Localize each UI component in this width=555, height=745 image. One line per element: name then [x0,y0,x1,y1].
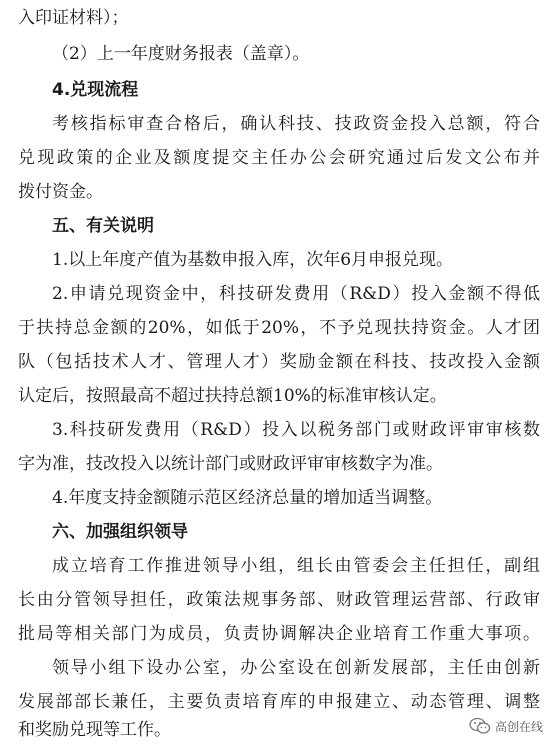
text-line: 1.以上年度产值为基数申报入库，次年6月申报兑现。 [52,250,454,270]
section-heading: 4.兑现流程 [52,80,139,100]
text-line: 入印证材料）； [18,8,129,28]
text-line: 于扶持总金额的20%，如低于20%，不予兑现扶持资金。人才团 [18,318,540,338]
section-heading: 六、加强组织领导 [52,522,188,542]
text-line: 考核指标审查合格后，确认科技、技政资金投入总额，符合 [52,114,540,134]
watermark-text: 高创在线 [494,719,543,734]
text-line: （2）上一年度财务报表（盖章）。 [52,44,310,64]
wechat-icon [469,717,491,735]
section-heading: 五、有关说明 [52,216,154,236]
text-line: 发展部部长兼任，主要负责培育库的申报建立、动态管理、调整 [18,692,540,712]
text-line: 领导小组下设办公室，办公室设在创新发展部，主任由创新 [52,658,540,678]
text-line: 批局等相关部门为成员，负责协调解决企业培育工作重大事项。 [18,624,540,644]
text-line: 4.年度支持金额随示范区经济总量的增加适当调整。 [52,488,443,508]
text-line: 兑现政策的企业及额度提交主任办公会研究通过后发文公布并 [18,148,540,168]
text-line: 拨付资金。 [18,182,103,202]
text-line: 认定后，按照最高不超过扶持总额10%的标准审核认定。 [18,386,447,406]
text-line: 和奖励兑现等工作。 [18,720,171,740]
text-line: 3.科技研发费用（R&D）投入以税务部门或财政评审审核数 [52,420,540,440]
text-line: 2.申请兑现资金中，科技研发费用（R&D）投入金额不得低 [52,284,540,304]
text-line: 成立培育工作推进领导小组，组长由管委会主任担任，副组 [52,556,540,576]
watermark [469,717,543,735]
text-line: 字为准，技改投入以统计部门或财政评审审核数字为准。 [18,454,443,474]
text-line: 长由分管领导担任，政策法规事务部、财政管理运营部、行政审 [18,590,540,610]
text-line: 队（包括技术人才、管理人才）奖励金额在科技、技改投入金额 [18,352,540,372]
